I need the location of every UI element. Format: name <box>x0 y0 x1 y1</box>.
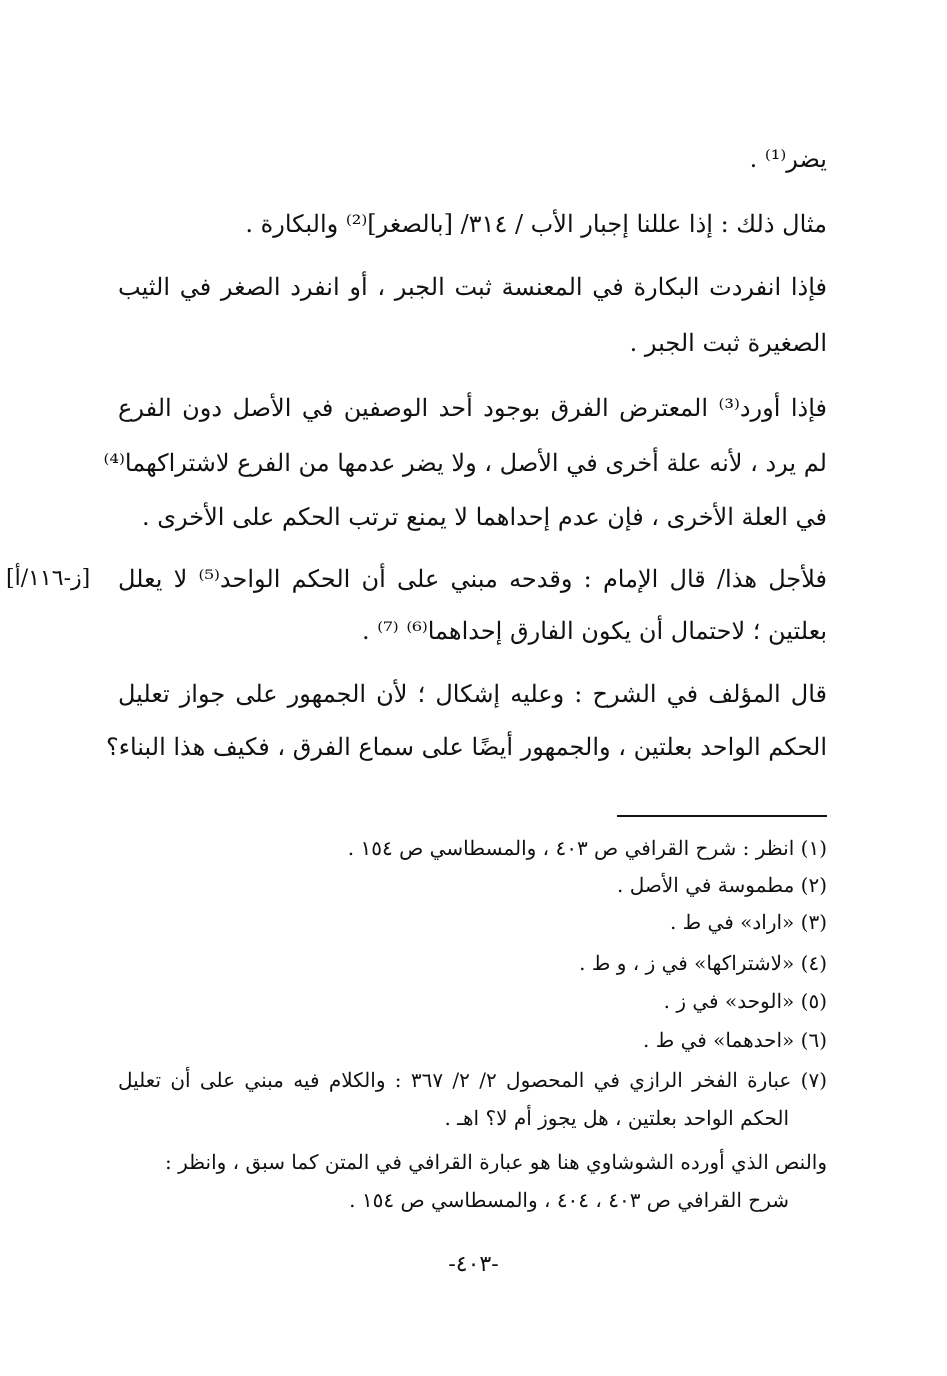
footnote-7: (٧) عبارة الفخر الرازي في المحصول ٢/ ٢/ ٣٦٧ : والكلام فيه مبني على أن تعليل <box>118 1068 827 1092</box>
margin-manuscript-reference: [ز-١١٦/أ] <box>6 566 91 591</box>
body-line-2: مثال ذلك : إذا عللنا إجبار الأب / ٣١٤/ [بالصغر]⁽²⁾ والبكارة . <box>245 210 827 238</box>
footnote-7-continuation-1: الحكم الواحد بعلتين ، هل يجوز أم لا؟ اهـ . <box>444 1106 789 1130</box>
footnote-separator <box>617 815 827 817</box>
footnote-7-continuation-3: شرح القرافي ص ٤٠٣ ، ٤٠٤ ، والمسطاسي ص ١٥٤ . <box>349 1188 789 1212</box>
body-line-3: فإذا انفردت البكارة في المعنسة ثبت الجبر ، أو انفرد الصغر في الثيب <box>118 273 827 301</box>
body-line-1: يضر⁽¹⁾ . <box>749 145 827 173</box>
page-number: -٤٠٣- <box>448 1252 499 1277</box>
body-line-5: فإذا أورد⁽³⁾ المعترض الفرق بوجود أحد الوصفين في الأصل دون الفرع <box>118 394 827 422</box>
footnote-3: (٣) «اراد» في ط . <box>669 910 827 934</box>
body-line-6: لم يرد ، لأنه علة أخرى في الأصل ، ولا يضر عدمها من الفرع لاشتراكهما⁽⁴⁾ <box>103 449 827 477</box>
footnote-6: (٦) «احدهما» في ط . <box>643 1028 827 1052</box>
footnote-1: (١) انظر : شرح القرافي ص ٤٠٣ ، والمسطاسي ص ١٥٤ . <box>347 836 827 860</box>
body-line-9: بعلتين ؛ لاحتمال أن يكون الفارق إحداهما⁽⁶⁾ ⁽⁷⁾ . <box>362 617 827 645</box>
footnote-7-continuation-2: والنص الذي أورده الشوشاوي هنا هو عبارة القرافي في المتن كما سبق ، وانظر : <box>164 1150 827 1174</box>
body-line-7: في العلة الأخرى ، فإن عدم إحداهما لا يمنع ترتب الحكم على الأخرى . <box>141 503 827 531</box>
body-line-8: فلأجل هذا/ قال الإمام : وقدحه مبني على أن الحكم الواحد⁽⁵⁾ لا يعلل <box>118 565 827 593</box>
body-line-11: الحكم الواحد بعلتين ، والجمهور أيضًا على سماع الفرق ، فكيف هذا البناء؟ <box>105 733 827 761</box>
footnote-5: (٥) «الوحد» في ز . <box>663 989 827 1013</box>
footnote-4: (٤) «لاشتراكها» في ز ، و ط . <box>579 951 827 975</box>
footnote-2: (٢) مطموسة في الأصل . <box>617 873 827 897</box>
body-line-4: الصغيرة ثبت الجبر . <box>629 329 827 357</box>
body-line-10: قال المؤلف في الشرح : وعليه إشكال ؛ لأن الجمهور على جواز تعليل <box>118 680 827 708</box>
